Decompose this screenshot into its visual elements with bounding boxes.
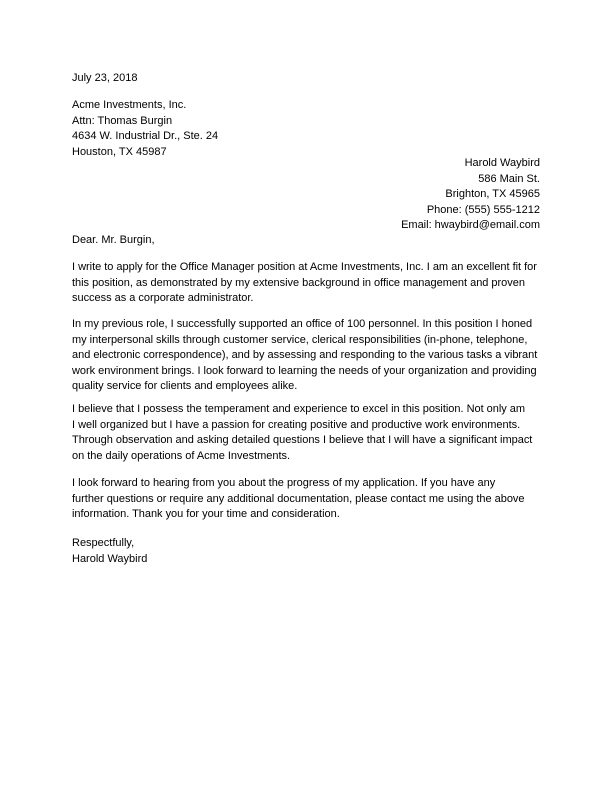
closing-block (72, 536, 540, 567)
paragraph-line: quality service for clients and employees alike. (72, 380, 298, 392)
recipient-address (72, 98, 540, 160)
letter-date: July 23, 2018 (72, 72, 138, 84)
closing: Respectfully, (72, 537, 135, 549)
paragraph-line: information. Thank you for your time and consideration. (72, 508, 340, 520)
recipient-city-state-zip: Houston, TX 45987 (72, 145, 167, 158)
paragraph-line: and electronic correspondence), and by assessing and responding to the various tasks a vibrant (72, 349, 538, 361)
salutation-block (72, 233, 540, 249)
letter-date-block (72, 71, 540, 87)
paragraph-line: I look forward to hearing from you about the progress of my application. If you have any (72, 477, 496, 489)
paragraph-line: I write to apply for the Office Manager position at Acme Investments, Inc. I am an excellent fit for (72, 261, 537, 273)
paragraph-line: work environment brings. I look forward to learning the needs of your organization and providing (72, 364, 537, 377)
paragraph-line: this position, as demonstrated by my extensive background in office management and proven (72, 276, 525, 289)
paragraph-line: further questions or require any additional documentation, please contact me using the above (72, 492, 525, 505)
paragraph-line: In my previous role, I successfully supported an office of 100 personnel. In this position I honed (72, 318, 533, 330)
body-paragraph-2 (72, 317, 540, 395)
paragraph-line: on the daily operations of Acme Investments. (72, 449, 291, 462)
signature-name: Harold Waybird (72, 552, 148, 565)
sender-email: Email: hwaybird@email.com (401, 219, 540, 231)
salutation: Dear. Mr. Burgin, (72, 234, 155, 246)
sender-street: 586 Main St. (478, 172, 540, 185)
paragraph-line: I believe that I possess the temperament and experience to excel in this position. Not only am (72, 403, 526, 415)
sender-address (72, 156, 540, 234)
paragraph-line: my interpersonal skills through customer service, clerical responsibilities (in-phone, telephone, (72, 333, 528, 346)
body-paragraph-3 (72, 402, 540, 464)
recipient-attention: Attn: Thomas Burgin (72, 114, 173, 127)
sender-phone: Phone: (555) 555-1212 (426, 203, 540, 216)
paragraph-line: Through observation and asking detailed questions I believe that I will have a significant impact (72, 434, 533, 446)
paragraph-line: I well organized but I have a passion for creating positive and productive work environments. (72, 418, 521, 431)
sender-city-state-zip: Brighton, TX 45965 (445, 188, 540, 200)
sender-name: Harold Waybird (464, 157, 540, 169)
body-paragraph-1 (72, 260, 540, 307)
body-paragraph-4 (72, 476, 540, 523)
recipient-company: Acme Investments, Inc. (72, 99, 187, 111)
paragraph-line: success as a corporate administrator. (72, 292, 254, 304)
recipient-street: 4634 W. Industrial Dr., Ste. 24 (72, 130, 219, 142)
